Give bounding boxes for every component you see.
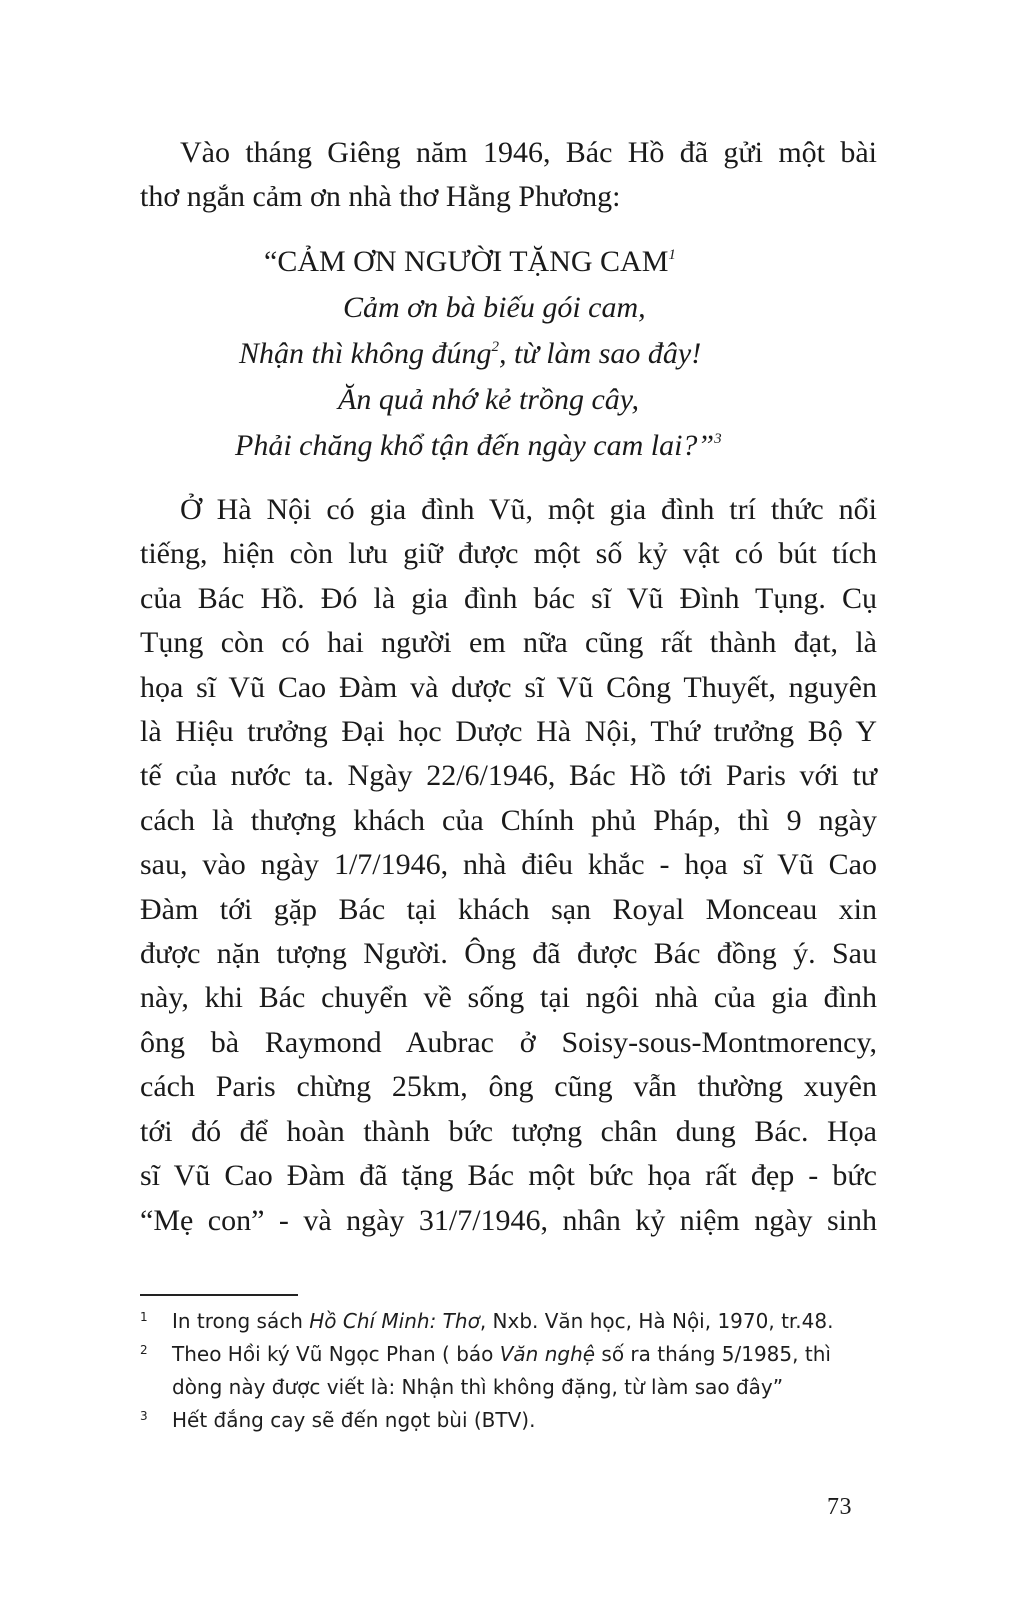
poem-title-text: “CẢM ƠN NGƯỜI TẶNG CAM (264, 245, 669, 278)
paragraph-line: sĩ Vũ Cao Đàm đã tặng Bác một bức họa rất đẹp - bức (140, 1159, 877, 1193)
paragraph-line: cách là thượng khách của Chính phủ Pháp, thì 9 ngày (140, 803, 877, 837)
paragraph-line: được nặn tượng Người. Ông đã được Bác đồng ý. Sau (140, 937, 877, 971)
poem-line-2-start: Nhận thì không đúng (239, 337, 492, 370)
footnote-text-part: số ra tháng 5/1985, thì (595, 1342, 831, 1366)
footnote-number: 2 (140, 1343, 148, 1357)
footnote-ref-2: 2 (491, 339, 499, 355)
paragraph-line: là Hiệu trưởng Đại học Dược Hà Nội, Thứ trưởng Bộ Y (140, 715, 877, 749)
paragraph-line: Ở Hà Nội có gia đình Vũ, một gia đình trí thức nổi (180, 493, 877, 526)
footnotes (140, 1305, 880, 1437)
footnote-number: 1 (140, 1310, 148, 1324)
paragraph-line: tiếng, hiện còn lưu giữ được một số kỷ vật có bút tích (140, 537, 877, 571)
poem-title (264, 240, 676, 284)
footnote-text-part: , Nxb. Văn học, Hà Nội, 1970, tr.48. (479, 1309, 834, 1333)
poem-line-2 (239, 332, 701, 376)
paragraph-line: sau, vào ngày 1/7/1946, nhà điêu khắc - họa sĩ Vũ Cao (140, 848, 877, 882)
footnote-ref-3: 3 (714, 431, 722, 447)
footnote-text (172, 1338, 880, 1371)
paragraph-line: Tụng còn có hai người em nữa cũng rất thành đạt, là (140, 626, 877, 660)
main-paragraph (140, 488, 877, 1243)
footnote-1 (140, 1305, 880, 1338)
footnote-text-part: In trong sách (172, 1309, 310, 1333)
paragraph-line: họa sĩ Vũ Cao Đàm và dược sĩ Vũ Công Thuyết, nguyên (140, 670, 877, 704)
paragraph-line: “Mẹ con” - và ngày 31/7/1946, nhân kỷ niệm ngày sinh (140, 1203, 877, 1237)
paragraph-line: tế của nước ta. Ngày 22/6/1946, Bác Hồ tới Paris với tư (140, 759, 877, 793)
footnote-text-part: Theo Hồi ký Vũ Ngọc Phan ( báo (172, 1342, 500, 1366)
footnote-text (172, 1305, 880, 1338)
intro-paragraph (140, 131, 877, 220)
footnote-book-title: Hồ Chí Minh: Thơ (309, 1309, 480, 1333)
page-number: 73 (827, 1494, 852, 1520)
footnote-3 (140, 1404, 880, 1437)
footnote-number: 3 (140, 1409, 148, 1423)
paragraph-line: Đàm tới gặp Bác tại khách sạn Royal Monceau xin (140, 892, 877, 926)
paragraph-line: này, khi Bác chuyển về sống tại ngôi nhà của gia đình (140, 981, 877, 1015)
paragraph-line: của Bác Hồ. Đó là gia đình bác sĩ Vũ Đình Tụng. Cụ (140, 581, 877, 615)
poem-line-4 (235, 424, 722, 468)
footnote-continuation: dòng này được viết là: Nhận thì không đặng, từ làm sao đây” (172, 1375, 784, 1399)
footnote-ref-1: 1 (668, 247, 676, 263)
footnote-newspaper-title: Văn nghệ (499, 1342, 596, 1366)
paragraph-line: Vào tháng Giêng năm 1946, Bác Hồ đã gửi một bài (180, 136, 877, 169)
poem-line-1: Cảm ơn bà biếu gói cam, (343, 291, 646, 324)
paragraph-line: tới đó để hoàn thành bức tượng chân dung Bác. Họa (140, 1114, 877, 1148)
poem-line-4-text: Phải chăng khổ tận đến ngày cam lai?” (235, 429, 715, 462)
poem-line-2-end: , từ làm sao đây! (499, 337, 702, 370)
poem-line-3: Ăn quả nhớ kẻ trồng cây, (338, 383, 639, 416)
footnote-text: Hết đắng cay sẽ đến ngọt bùi (BTV). (172, 1408, 536, 1432)
paragraph-line: thơ ngắn cảm ơn nhà thơ Hằng Phương: (140, 180, 621, 214)
footnote-2 (140, 1338, 880, 1404)
paragraph-line: cách Paris chừng 25km, ông cũng vẫn thường xuyên (140, 1070, 877, 1104)
paragraph-line: ông bà Raymond Aubrac ở Soisy-sous-Montmorency, (140, 1025, 877, 1059)
footnote-divider (140, 1294, 298, 1296)
